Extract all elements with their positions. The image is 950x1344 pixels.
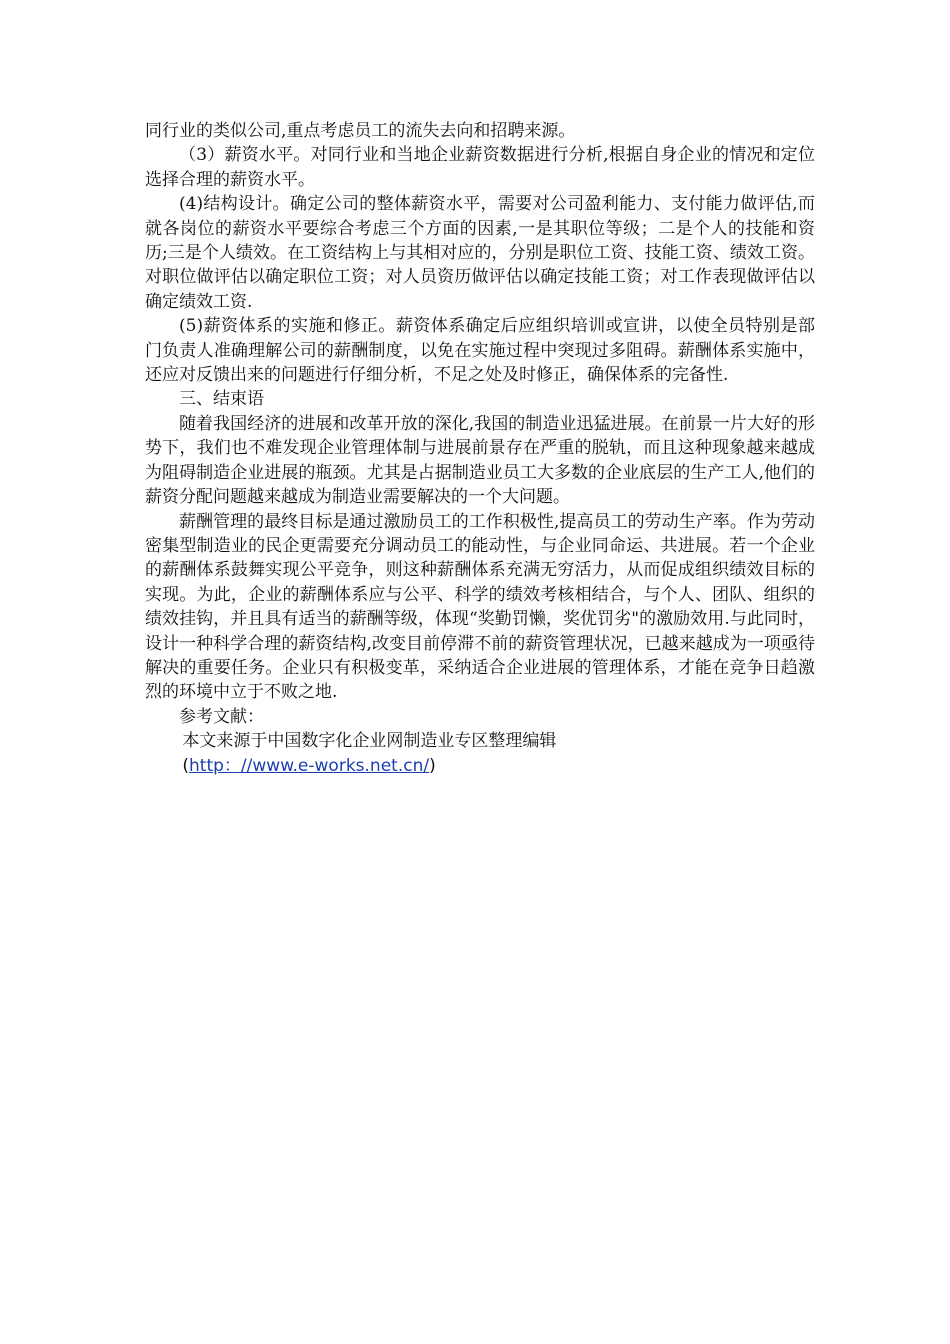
reference-link[interactable]: http：//www.e-works.net.cn/ (189, 755, 430, 776)
reference-url-line (145, 754, 815, 778)
document-body (145, 119, 815, 778)
paragraph-implementation: (5)薪资体系的实施和修正。薪资体系确定后应组织培训或宣讲，以使全员特别是部门负责人准确理解公司的薪酬制度，以免在实施过程中突现过多阻碍。薪酬体系实施中，还应对反馈出来的问题进行仔细分析，不足之处及时修正，确保体系的完备性. (145, 316, 815, 386)
section-heading-conclusion: 三、结束语 (179, 389, 264, 410)
paragraph-1: 同行业的类似公司,重点考虑员工的流失去向和招聘来源。 (145, 121, 576, 141)
paragraph-structure-design: (4)结构设计。确定公司的整体薪资水平，需要对公司盈利能力、支付能力做评估,而就各岗位的薪资水平要综合考虑三个方面的因素,一是其职位等级；二是个人的技能和资历;三是个人绩效。在工资结构上与其相对应的，分别是职位工资、技能工资、绩效工资。对职位做评估以确定职位工资；对人员资历做评估以确定技能工资；对工作表现做评估以确定绩效工资. (145, 194, 815, 312)
url-close-paren: ) (429, 755, 436, 776)
paragraph-conclusion-2: 薪酬管理的最终目标是通过激励员工的工作积极性,提高员工的劳动生产率。作为劳动密集型制造业的民企更需要充分调动员工的能动性，与企业同命运、共进展。若一个企业的薪酬体系鼓舞实现公平竞争，则这种薪酬体系充满无穷活力，从而促成组织绩效目标的实现。为此，企业的薪酬体系应与公平、科学的绩效考核相结合，与个人、团队、组织的绩效挂钩，并且具有适当的薪酬等级，体现“奖勤罚懒，奖优罚劣"的激励效用.与此同时，设计一种科学合理的薪资结构,改变目前停滞不前的薪资管理状况，已越来越成为一项亟待解决的重要任务。企业只有积极变革，采纳适合企业进展的管理体系，才能在竞争日趋激烈的环境中立于不败之地. (145, 511, 815, 703)
paragraph-conclusion-1: 随着我国经济的进展和改革开放的深化,我国的制造业迅猛进展。在前景一片大好的形势下，我们也不难发现企业管理体制与进展前景存在严重的脱轨，而且这种现象越来越成为阻碍制造企业进展的瓶颈。尤其是占据制造业员工大多数的企业底层的生产工人,他们的薪资分配问题越来越成为制造业需要解决的一个大问题。 (145, 413, 815, 508)
url-open-paren: ( (182, 755, 190, 776)
reference-source: 本文来源于中国数字化企业网制造业专区整理编辑 (182, 731, 557, 752)
references-heading: 参考文献： (179, 706, 264, 727)
paragraph-salary-level: （3）薪资水平。对同行业和当地企业薪资数据进行分析,根据自身企业的情况和定位选择合理的薪资水平。 (145, 145, 815, 190)
